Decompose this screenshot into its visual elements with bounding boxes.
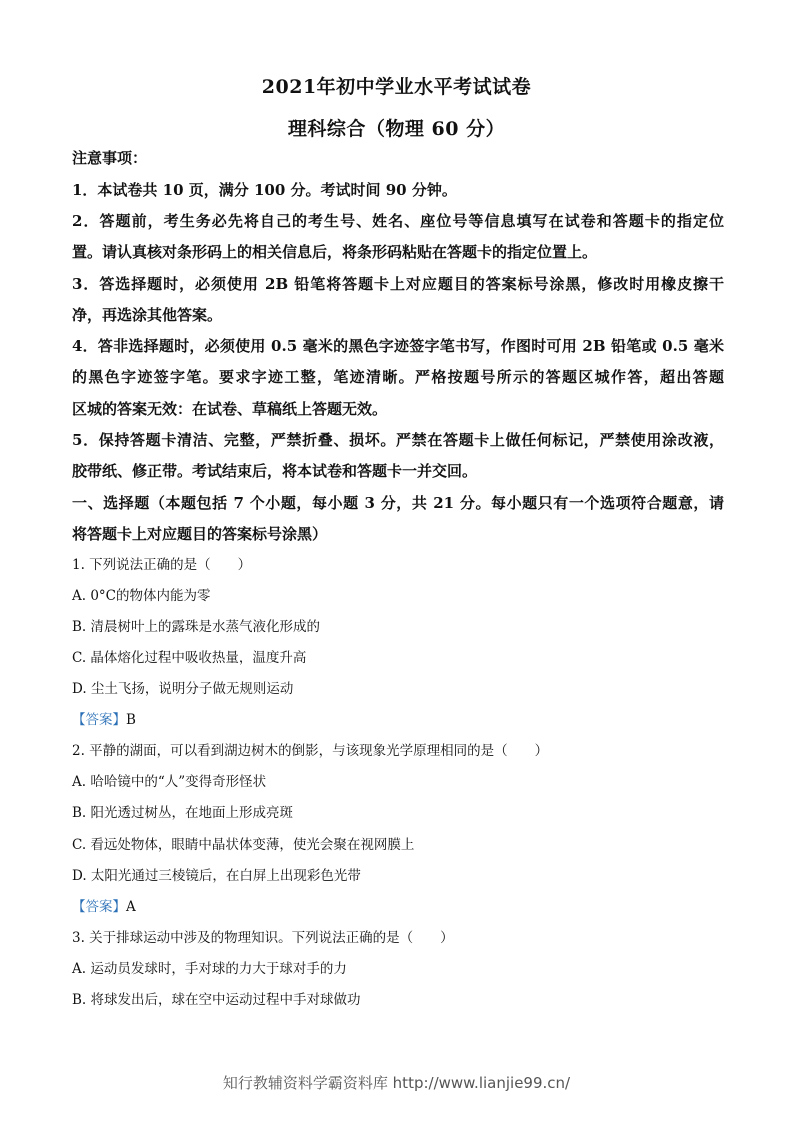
notice-line: 1．本试卷共 10 页，满分 100 分。考试时间 90 分钟。 xyxy=(72,181,457,199)
question-option: D. 尘土飞扬，说明分子做无规则运动 xyxy=(72,681,294,697)
answer-line xyxy=(72,713,724,727)
notice-line: 4．答非选择题时，必须使用 0.5 毫米的黑色字迹签字笔书写，作图时可用 2B 铅笔或 0.5 毫米 xyxy=(72,337,724,355)
question-option: C. 看远处物体，眼睛中晶状体变薄，使光会聚在视网膜上 xyxy=(72,837,415,853)
notice-line: 胶带纸、修正带。考试结束后，将本试卷和答题卡一并交回。 xyxy=(72,462,478,480)
answer-value: A xyxy=(126,899,136,915)
question-stem: 2. 平静的湖面，可以看到湖边树木的倒影，与该现象光学原理相同的是（ ） xyxy=(72,743,549,759)
question-option: A. 运动员发球时，手对球的力大于球对手的力 xyxy=(72,961,347,977)
answer-tag: 【答案】 xyxy=(72,712,126,728)
notice-line: 净，再选涂其他答案。 xyxy=(72,306,223,324)
answer-line xyxy=(72,900,724,914)
question-option: B. 清晨树叶上的露珠是水蒸气液化形成的 xyxy=(72,619,321,635)
question-option: B. 将球发出后，球在空中运动过程中手对球做功 xyxy=(72,992,361,1008)
answer-value: B xyxy=(126,712,136,728)
question-option: A. 0°C的物体内能为零 xyxy=(72,588,211,604)
question-option: B. 阳光透过树丛，在地面上形成亮斑 xyxy=(72,805,294,821)
exam-title: 2021年初中学业水平考试试卷 xyxy=(261,76,532,98)
exam-subtitle: 理科综合（物理 60 分） xyxy=(287,118,506,140)
question-option: A. 哈哈镜中的“人”变得奇形怪状 xyxy=(72,774,267,790)
notice-line: 置。请认真核对条形码上的相关信息后，将条形码粘贴在答题卡的指定位置上。 xyxy=(72,243,598,261)
notice-line: 的黑色字迹签字笔。要求字迹工整，笔迹清晰。严格按题号所示的答题区城作答，超出答题 xyxy=(72,368,724,386)
notice-line: 区城的答案无效：在试卷、草稿纸上答题无效。 xyxy=(72,400,388,418)
notice-line: 5．保持答题卡清洁、完整，严禁折叠、损坏。严禁在答题卡上做任何标记，严禁使用涂改液， xyxy=(72,431,724,449)
footer-watermark-link[interactable]: 知行教辅资料学霸资料库 http://www.lianjie99.cn/ xyxy=(222,1074,571,1092)
question-stem: 3. 关于排球运动中涉及的物理知识。下列说法正确的是（ ） xyxy=(72,930,454,946)
question-stem: 1. 下列说法正确的是（ ） xyxy=(72,557,252,573)
question-option: D. 太阳光通过三棱镜后，在白屏上出现彩色光带 xyxy=(72,868,361,884)
answer-tag: 【答案】 xyxy=(72,899,126,915)
notice-line: 3．答选择题时，必须使用 2B 铅笔将答题卡上对应题目的答案标号涂黑，修改时用橡皮擦干 xyxy=(72,275,724,293)
section-heading: 将答题卡上对应题目的答案标号涂黑） xyxy=(72,525,328,543)
notice-heading: 注意事项： xyxy=(72,149,148,167)
notice-line: 2．答题前，考生务必先将自己的考生号、姓名、座位号等信息填写在试卷和答题卡的指定位 xyxy=(72,212,724,230)
question-option: C. 晶体熔化过程中吸收热量，温度升高 xyxy=(72,650,307,666)
section-heading: 一、选择题（本题包括 7 个小题，每小题 3 分，共 21 分。每小题只有一个选项符合题意，请 xyxy=(72,494,724,512)
